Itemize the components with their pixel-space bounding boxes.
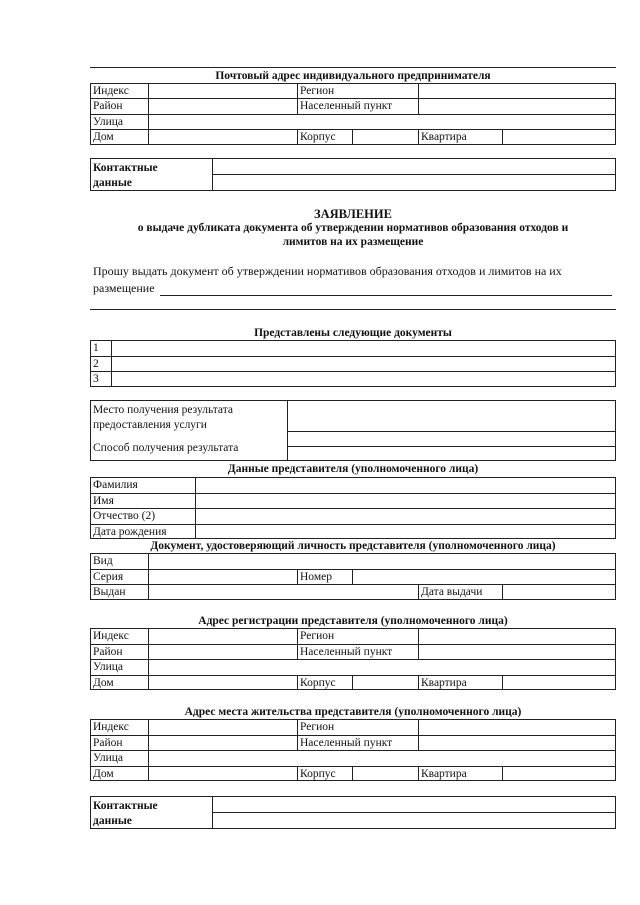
identity-document-table — [90, 553, 616, 600]
col-divider — [418, 675, 419, 690]
document-row-number: 1 — [93, 342, 99, 354]
col-divider — [297, 628, 298, 659]
registration-address-heading: Адрес регистрации представителя (уполномоченного лица) — [198, 615, 508, 627]
col-divider — [352, 129, 353, 145]
row-divider — [90, 766, 616, 767]
doc-series-label: Серия — [93, 571, 124, 583]
row-divider — [90, 493, 616, 494]
res-apartment-label: Квартира — [421, 768, 467, 780]
representative-heading: Данные представителя (уполномоченного лица) — [227, 463, 479, 475]
statement-subtitle-line2: лимитов на их размещение — [282, 236, 424, 248]
res-building-label: Корпус — [300, 768, 336, 780]
postal-apartment-label: Квартира — [421, 131, 467, 143]
reg-house-label: Дом — [93, 677, 114, 689]
col-divider — [352, 569, 353, 584]
postal-heading: Почтовый адрес индивидуального предпринимателя — [215, 70, 491, 82]
contacts-label-line2: данные — [93, 177, 132, 189]
result-method-label: Способ получения результата — [93, 442, 239, 454]
row-divider — [90, 508, 616, 509]
col-divider — [418, 719, 419, 750]
result-place-label-line1: Место получения результата — [93, 404, 233, 416]
col-divider — [148, 83, 149, 145]
postal-house-label: Дом — [93, 131, 114, 143]
col-divider — [502, 129, 503, 145]
reg-region-label: Регион — [300, 630, 335, 642]
statement-title: ЗАЯВЛЕНИЕ — [314, 207, 392, 221]
postal-street-label: Улица — [93, 116, 123, 128]
statement-body-line1: Прошу выдать документ об утверждении нормативов образования отходов и лимитов на их — [93, 264, 562, 278]
contacts-bottom-label-line1: Контактные — [93, 800, 158, 812]
row-divider — [90, 114, 616, 115]
col-divider — [148, 719, 149, 781]
row-divider — [90, 129, 616, 130]
col-divider — [352, 766, 353, 781]
res-region-label: Регион — [300, 721, 335, 733]
col-divider — [418, 584, 419, 600]
reg-building-label: Корпус — [300, 677, 336, 689]
rep-surname-label: Фамилия — [93, 479, 138, 491]
col-divider — [148, 628, 149, 690]
row-divider — [90, 644, 616, 645]
res-locality-label: Населенный пункт — [300, 737, 393, 749]
doc-issued-label: Выдан — [93, 586, 126, 598]
row-divider — [90, 735, 616, 736]
row-divider — [90, 584, 616, 585]
col-divider — [297, 129, 298, 145]
postal-index-label: Индекс — [93, 85, 129, 97]
residence-address-heading: Адрес места жительства представителя (уполномоченного лица) — [184, 706, 522, 718]
reg-street-label: Улица — [93, 661, 123, 673]
row-divider — [90, 569, 616, 570]
rep-patronymic-label: Отчество (2) — [93, 510, 156, 522]
col-divider — [502, 766, 503, 781]
col-divider — [297, 83, 298, 114]
col-divider — [297, 766, 298, 781]
col-divider — [418, 129, 419, 145]
col-divider — [111, 340, 112, 387]
reg-district-label: Район — [93, 646, 123, 658]
identity-document-heading: Документ, удостоверяющий личность представителя (уполномоченного лица) — [150, 540, 556, 552]
postal-region-label: Регион — [300, 85, 335, 97]
row-divider — [212, 174, 616, 175]
row-divider — [90, 675, 616, 676]
reg-apartment-label: Квартира — [421, 677, 467, 689]
col-divider — [297, 675, 298, 690]
reg-index-label: Индекс — [93, 630, 129, 642]
res-street-label: Улица — [93, 752, 123, 764]
row-divider — [90, 524, 616, 525]
postal-building-label: Корпус — [300, 131, 336, 143]
document-row-number: 2 — [93, 358, 99, 370]
doc-number-label: Номер — [300, 571, 332, 583]
documents-table — [90, 340, 616, 387]
contacts-bottom-label-line2: данные — [93, 815, 132, 827]
row-divider — [287, 431, 616, 432]
row-divider — [90, 98, 616, 99]
postal-district-label: Район — [93, 100, 123, 112]
doc-kind-label: Вид — [93, 555, 113, 567]
row-divider — [90, 659, 616, 660]
rep-birthdate-label: Дата рождения — [93, 526, 167, 538]
reg-locality-label: Населенный пункт — [300, 646, 393, 658]
col-divider — [418, 83, 419, 114]
document-row-number: 3 — [93, 373, 99, 385]
doc-issue-date-label: Дата выдачи — [421, 586, 483, 598]
row-divider — [90, 371, 616, 372]
row-divider — [90, 356, 616, 357]
row-divider — [212, 812, 616, 813]
row-divider — [287, 446, 616, 447]
col-divider — [297, 569, 298, 584]
col-divider — [148, 553, 149, 600]
postal-locality-label: Населенный пункт — [300, 100, 393, 112]
contacts-label-line1: Контактные — [93, 162, 158, 174]
res-house-label: Дом — [93, 768, 114, 780]
top-rule — [90, 67, 616, 68]
statement-body-line2: размещение — [93, 281, 155, 295]
rep-name-label: Имя — [93, 495, 114, 507]
row-divider — [90, 750, 616, 751]
res-index-label: Индекс — [93, 721, 129, 733]
col-divider — [418, 628, 419, 659]
col-divider — [297, 719, 298, 750]
col-divider — [352, 675, 353, 690]
res-district-label: Район — [93, 737, 123, 749]
col-divider — [502, 584, 503, 600]
col-divider — [418, 766, 419, 781]
statement-fill-line-2 — [90, 309, 616, 310]
documents-heading: Представлены следующие документы — [254, 327, 452, 339]
statement-subtitle-line1: о выдаче дубликата документа об утверждении нормативов образования отходов и — [137, 222, 569, 234]
col-divider — [502, 675, 503, 690]
statement-fill-line — [160, 295, 612, 296]
result-place-label-line2: предоставления услуги — [93, 419, 207, 431]
